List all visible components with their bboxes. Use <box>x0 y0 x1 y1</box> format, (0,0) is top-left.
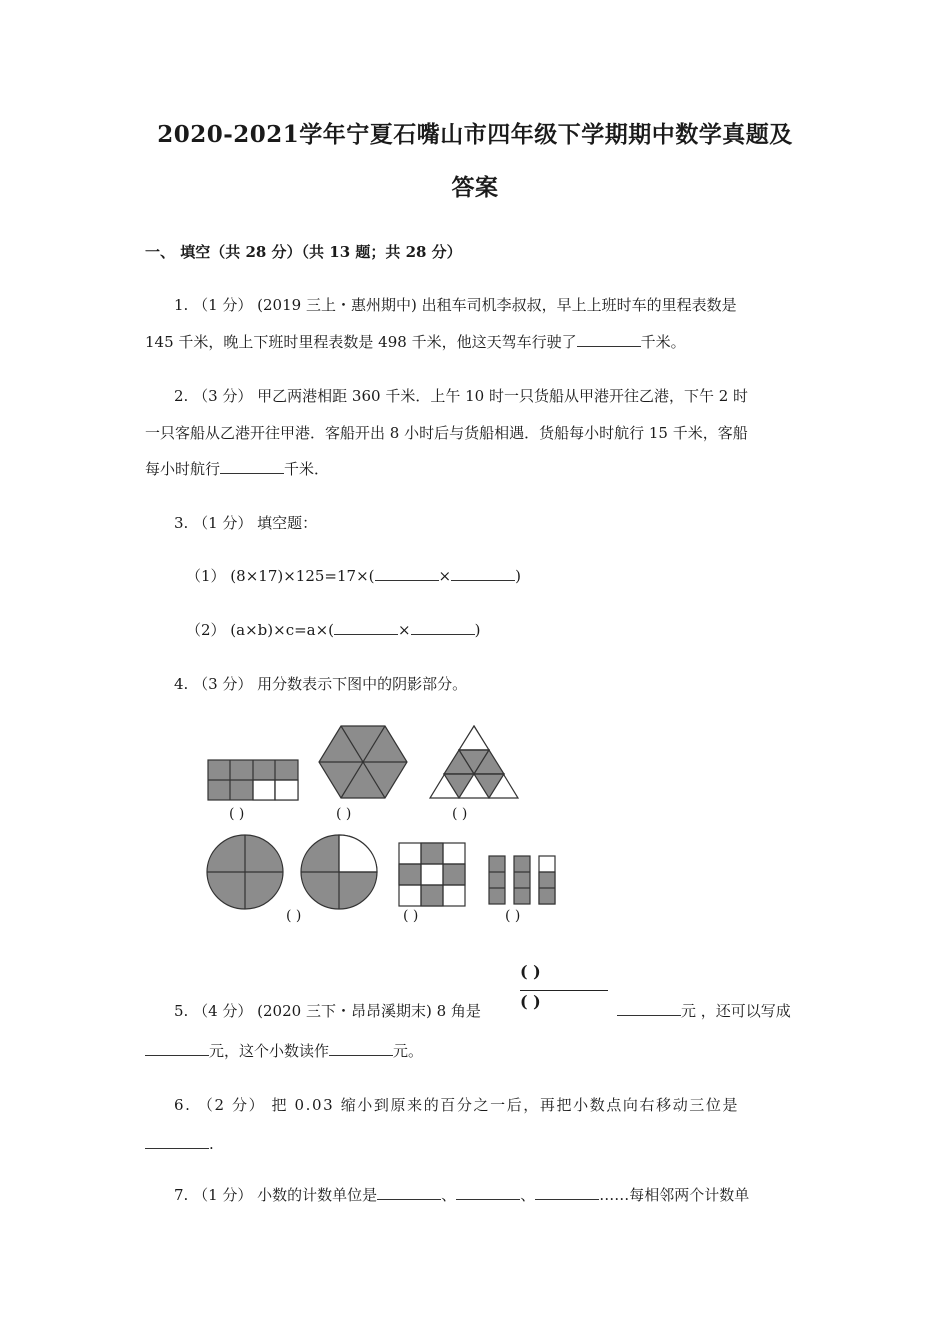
times-sign: × <box>398 621 411 639</box>
question-5-line1-end <box>617 1000 791 1021</box>
question-3-sub1-text: （1） (8×17)×125=17×( <box>186 567 375 585</box>
question-5-text: 5. （4 分） (2020 三下・昂昂溪期末) 8 角是 <box>174 1002 481 1020</box>
fraction-numerator: ( ) <box>520 962 541 981</box>
close-paren: ) <box>474 621 481 639</box>
question-5-text-2: 元 ，还可以写成 <box>681 1002 791 1020</box>
period: . <box>209 1135 214 1153</box>
fraction-denominator: ( ) <box>520 992 541 1011</box>
answer-paren[interactable]: ( ) <box>286 908 302 924</box>
question-5-line2 <box>145 1040 423 1061</box>
question-1-text: 145 千米，晚上下班时里程表数是 498 千米，他这天驾车行驶了 <box>145 333 577 351</box>
section-heading: 一、 填空（共 28 分）（共 13 题；共 28 分） <box>145 243 462 261</box>
answer-blank[interactable] <box>145 1041 209 1056</box>
close-paren: ) <box>515 567 521 585</box>
answer-blank[interactable] <box>329 1041 393 1056</box>
times-sign: × <box>438 567 452 585</box>
question-1-unit: 千米。 <box>640 333 686 351</box>
question-4-line1: 4. （3 分） 用分数表示下图中的阴影部分。 <box>174 675 468 693</box>
answer-paren[interactable]: ( ) <box>452 806 468 822</box>
question-7-line1 <box>174 1184 749 1205</box>
strips-figure <box>489 856 555 904</box>
separator: 、 <box>441 1186 457 1204</box>
quarter-circle-figure <box>301 835 377 909</box>
triangle-figure <box>430 726 518 798</box>
answer-paren[interactable]: ( ) <box>229 806 245 822</box>
question-7-text: 7. （1 分） 小数的计数单位是 <box>174 1186 378 1204</box>
hexagon-figure <box>319 726 407 798</box>
question-2-line1: 2. （3 分） 甲乙两港相距 360 千米．上午 10 时一只货船从甲港开往乙港，下午 2 时 <box>174 387 749 405</box>
question-6-line1: 6. （2 分） 把 0.03 缩小到原来的百分之一后，再把小数点向右移动三位是 <box>174 1096 740 1114</box>
question-1-line1: 1. （1 分） (2019 三上・惠州期中) 出租车司机李叔叔，早上上班时车的里程表数是 <box>174 296 737 314</box>
rectangle-grid-figure <box>208 760 298 800</box>
question-5-line1 <box>174 1000 481 1021</box>
answer-blank[interactable] <box>456 1185 520 1200</box>
answer-blank[interactable] <box>535 1185 599 1200</box>
page-title: 2020-2021学年宁夏石嘴山市四年级下学期期中数学真题及 <box>157 121 793 148</box>
question-3-sub2-text: （2） (a×b)×c=a×( <box>186 621 335 639</box>
question-2-line2: 一只客船从乙港开往甲港．客船开出 8 小时后与货船相遇．货船每小时航行 15 千米，客船 <box>145 424 748 442</box>
answer-paren[interactable]: ( ) <box>336 806 352 822</box>
question-2-text: 每小时航行 <box>145 460 221 478</box>
answer-blank[interactable] <box>145 1134 209 1149</box>
question-5-text-3: 元，这个小数读作 <box>209 1042 330 1060</box>
page-title-line2: 答案 <box>451 174 499 201</box>
answer-paren[interactable]: ( ) <box>505 908 521 924</box>
question-2-unit: 千米． <box>284 460 330 478</box>
question-6-line2 <box>145 1134 214 1153</box>
fraction-blank[interactable] <box>520 962 612 1020</box>
question-3-line1: 3. （1 分） 填空题： <box>174 514 318 532</box>
fraction-bar <box>520 990 608 991</box>
question-5-text-4: 元。 <box>393 1042 424 1060</box>
full-circle-figure <box>207 835 283 909</box>
question-7-text-2: ……每相邻两个计数单 <box>599 1186 750 1204</box>
separator: 、 <box>520 1186 536 1204</box>
answer-paren[interactable]: ( ) <box>403 908 419 924</box>
answer-blank[interactable] <box>617 1001 681 1016</box>
answer-blank[interactable] <box>377 1185 441 1200</box>
cross-grid-figure <box>399 843 465 906</box>
